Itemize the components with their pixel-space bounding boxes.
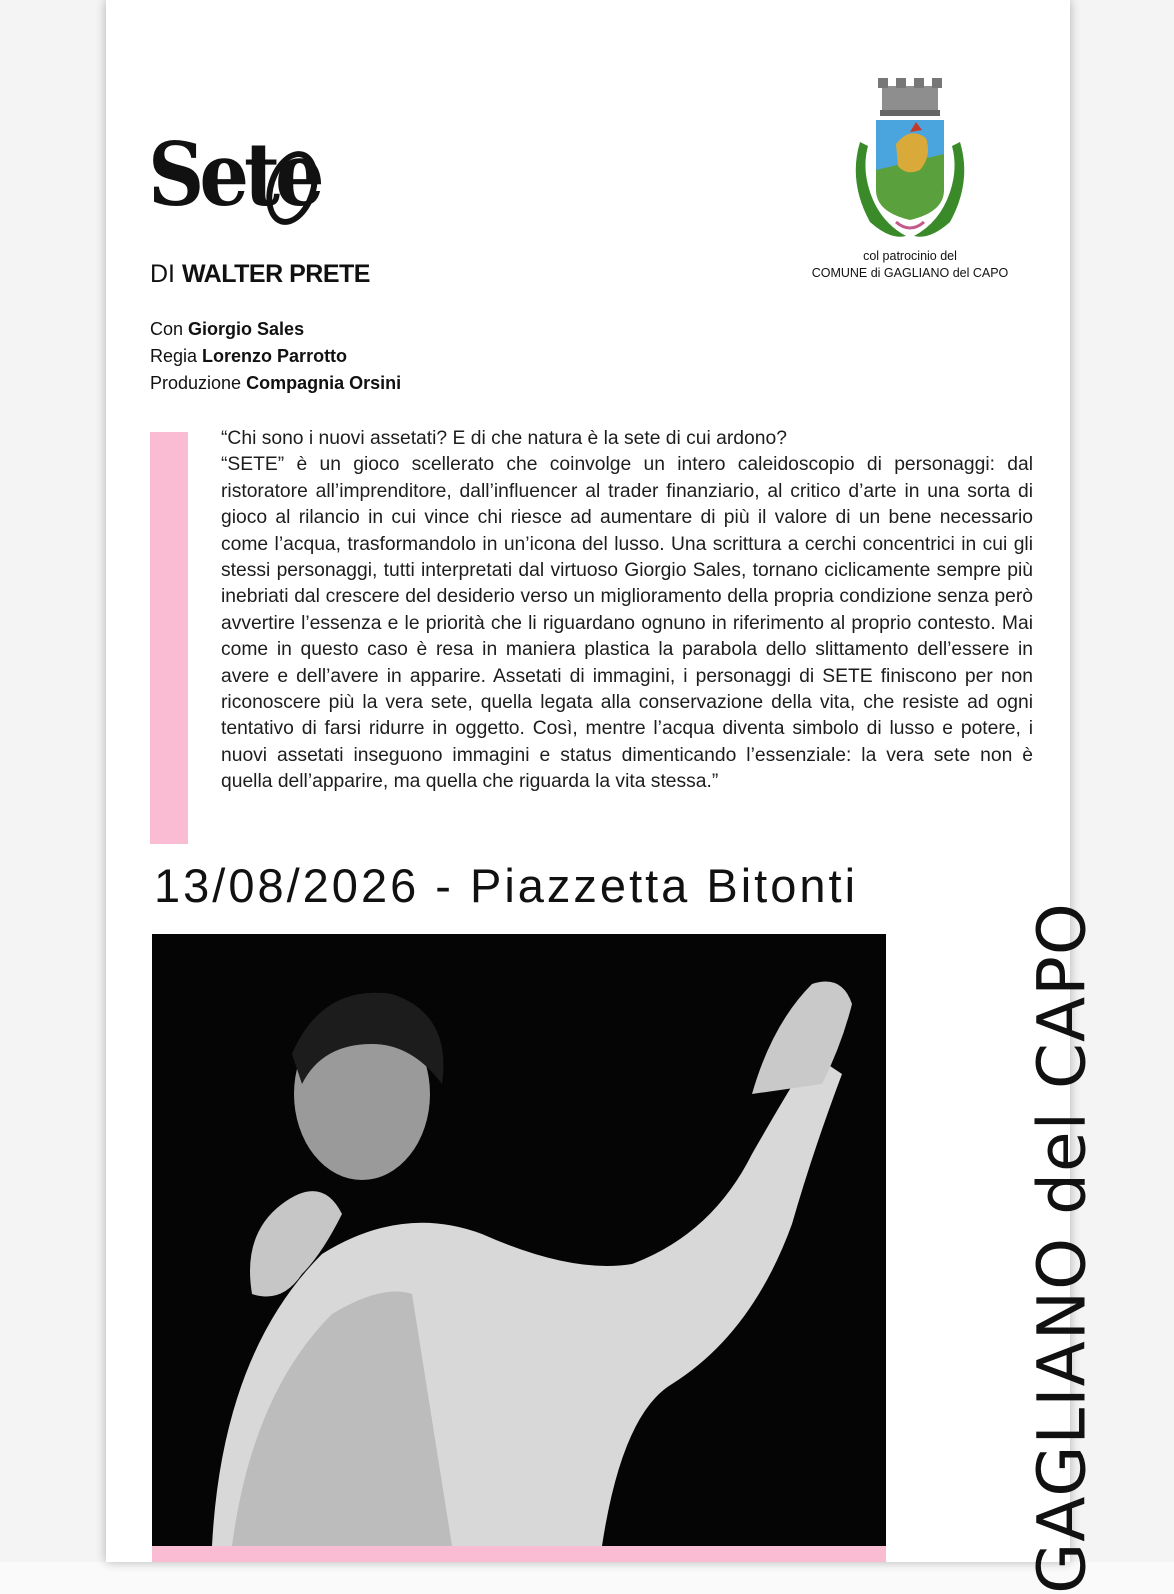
ribbon-icon xyxy=(896,222,924,228)
quote-accent-bar xyxy=(150,432,188,844)
patronage-line-1: col patrocinio del xyxy=(863,249,957,263)
synopsis-quote: “Chi sono i nuovi assetati? E di che natura è la sete di cui ardono? “SETE” è un gioco scellerato che coinvolge un intero caleidoscopio di personaggi: dal ristoratore all’imprenditore, dall’influencer al trader finanziario, al critico d’arte in una sorta di gioco al rilancio in cui vince chi riesce ad aumentare di più il valore di un bene necessario come l’acqua, trasformandolo in un’icona del lusso. Una scrittura a cerchi concentrici in cui gli stessi personaggi, tutti interpretati dal virtuoso Giorgio Sales, tornano ciclicamente sempre più inebriati dal crescere del desiderio verso un miglioramento della propria condizione senza però avvertire l’essenza e le priorità che li riguardano ognuno in riferimento al proprio contesto. Mai come in questo caso è resa in maniera plastica la parabola dello slittamento dell’essere in avere e dell’avere in apparire. Assetati di immagini, i personaggi di SETE finiscono per non riconoscere più la vera sete, quella legata alla conservazione della vita, che resiste ad ogni tentativo di farsi ridurre in oggetto. Così, mentre l’acqua diventa simbolo di lusso e potere, i nuovi assetati inseguono immagini e status dimenticando l’essenziale: la vera sete non è quella dell’apparire, ma quella che riguarda la vita stessa.” xyxy=(221,428,1033,793)
credit-name: Lorenzo Parrotto xyxy=(202,346,348,366)
background-left xyxy=(0,0,106,1562)
actor-photo xyxy=(152,934,886,1546)
shield-icon xyxy=(876,120,944,220)
patronage-line-2: COMUNE di GAGLIANO del CAPO xyxy=(811,266,1009,280)
photo-accent-strip xyxy=(152,1546,886,1562)
credit-row xyxy=(150,343,401,370)
sete-logo: Sete xyxy=(148,124,320,227)
credit-role: Regia xyxy=(150,346,198,366)
author-prefix: DI xyxy=(150,260,175,288)
credit-row xyxy=(150,316,401,343)
credit-row xyxy=(150,370,401,397)
credit-name: Giorgio Sales xyxy=(188,319,305,339)
crown-icon xyxy=(878,78,942,116)
event-date-location: 13/08/2026 - Piazzetta Bitonti xyxy=(154,859,859,912)
author-name: WALTER PRETE xyxy=(181,260,370,288)
vertical-place-text: GAGLIANO del CAPO xyxy=(1023,902,1101,1594)
credit-role: Produzione xyxy=(150,373,242,393)
author-line xyxy=(150,260,370,289)
coat-of-arms-emblem xyxy=(840,72,980,252)
credit-name: Compagnia Orsini xyxy=(246,373,402,393)
credits-block xyxy=(150,316,401,397)
patronage-block xyxy=(766,248,1054,282)
poster-sheet xyxy=(106,0,1101,1594)
credit-role: Con xyxy=(150,319,184,339)
actor-silhouette-illustration xyxy=(152,934,886,1546)
